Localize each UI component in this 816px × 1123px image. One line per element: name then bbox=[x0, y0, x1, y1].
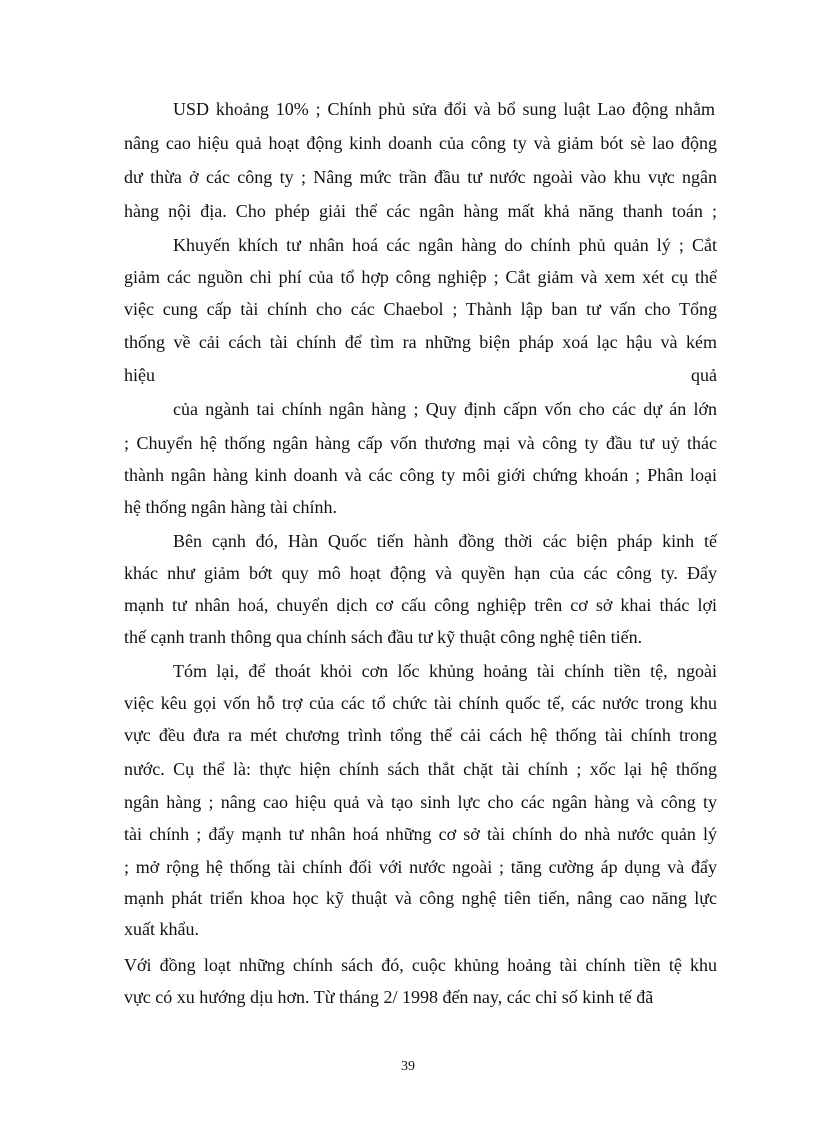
text-line: vực đều đưa ra mét chương trình tổng thể cải cách hệ thống tài chính trong bbox=[124, 725, 717, 745]
text-line: ngân hàng ; nâng cao hiệu quả và tạo sinh lực cho các ngân hàng và công ty bbox=[124, 792, 717, 812]
text-line: giảm các nguồn chi phí của tổ hợp công nghiệp ; Cắt giảm và xem xét cụ thể bbox=[124, 267, 717, 287]
text-line: dư thừa ở các công ty ; Nâng mức trần đầu tư nước ngoài vào khu vực ngân bbox=[124, 167, 717, 187]
text-line: nước. Cụ thể là: thực hiện chính sách thắt chặt tài chính ; xốc lại hệ thống bbox=[124, 759, 717, 779]
text-line: ; mở rộng hệ thống tài chính đối với nước ngoài ; tăng cường áp dụng và đẩy bbox=[124, 857, 717, 877]
text-line: việc cung cấp tài chính cho các Chaebol ; Thành lập ban tư vấn cho Tổng bbox=[124, 299, 717, 319]
text-line: ; Chuyển hệ thống ngân hàng cấp vốn thương mại và công ty đầu tư uỷ thác bbox=[124, 433, 717, 453]
text-line: Với đồng loạt những chính sách đó, cuộc khủng hoảng tài chính tiền tệ khu bbox=[124, 955, 717, 975]
text-line: xuất khẩu. bbox=[124, 919, 199, 939]
text-line: việc kêu gọi vốn hỗ trợ của các tổ chức tài chính quốc tế, các nước trong khu bbox=[124, 693, 717, 713]
text-line: Bên cạnh đó, Hàn Quốc tiến hành đồng thời các biện pháp kinh tế bbox=[173, 531, 717, 551]
text-line: thế cạnh tranh thông qua chính sách đầu tư kỹ thuật công nghệ tiên tiến. bbox=[124, 627, 643, 647]
text-line: của ngành tai chính ngân hàng ; Quy định cấpn vốn cho các dự án lớn bbox=[173, 399, 717, 419]
text-line: mạnh tư nhân hoá, chuyển dịch cơ cấu công nghiệp trên cơ sở khai thác lợi bbox=[124, 595, 717, 615]
text-line: thống về cải cách tài chính để tìm ra những biện pháp xoá lạc hậu và kém bbox=[124, 332, 717, 352]
text-line: hàng nội địa. Cho phép giải thể các ngân hàng mất khả năng thanh toán ; bbox=[124, 201, 717, 221]
text-line: khác như giảm bớt quy mô hoạt động và quyền hạn của các công ty. Đẩy bbox=[124, 563, 717, 583]
text-line: thành ngân hàng kinh doanh và các công ty môi giới chứng khoán ; Phân loại bbox=[124, 465, 717, 485]
text-line: mạnh phát triển khoa học kỹ thuật và công nghệ tiên tiến, nâng cao năng lực bbox=[124, 888, 717, 908]
text-line: hệ thống ngân hàng tài chính. bbox=[124, 497, 337, 517]
page-number: 39 bbox=[401, 1059, 415, 1074]
text-line: hiệu quả bbox=[124, 365, 717, 385]
text-line: vực có xu hướng dịu hơn. Từ tháng 2/ 1998 đến nay, các chỉ số kinh tế đã bbox=[124, 987, 654, 1007]
text-line: Tóm lại, để thoát khỏi cơn lốc khủng hoảng tài chính tiền tệ, ngoài bbox=[173, 661, 717, 681]
text-line: Khuyến khích tư nhân hoá các ngân hàng do chính phủ quản lý ; Cắt bbox=[173, 235, 717, 255]
text-line: nâng cao hiệu quả hoạt động kinh doanh của công ty và giảm bót sè lao động bbox=[124, 133, 717, 153]
text-line: tài chính ; đẩy mạnh tư nhân hoá những cơ sở tài chính do nhà nước quản lý bbox=[124, 824, 717, 844]
text-line: USD khoảng 10% ; Chính phủ sửa đổi và bổ sung luật Lao động nhằm bbox=[173, 99, 715, 119]
